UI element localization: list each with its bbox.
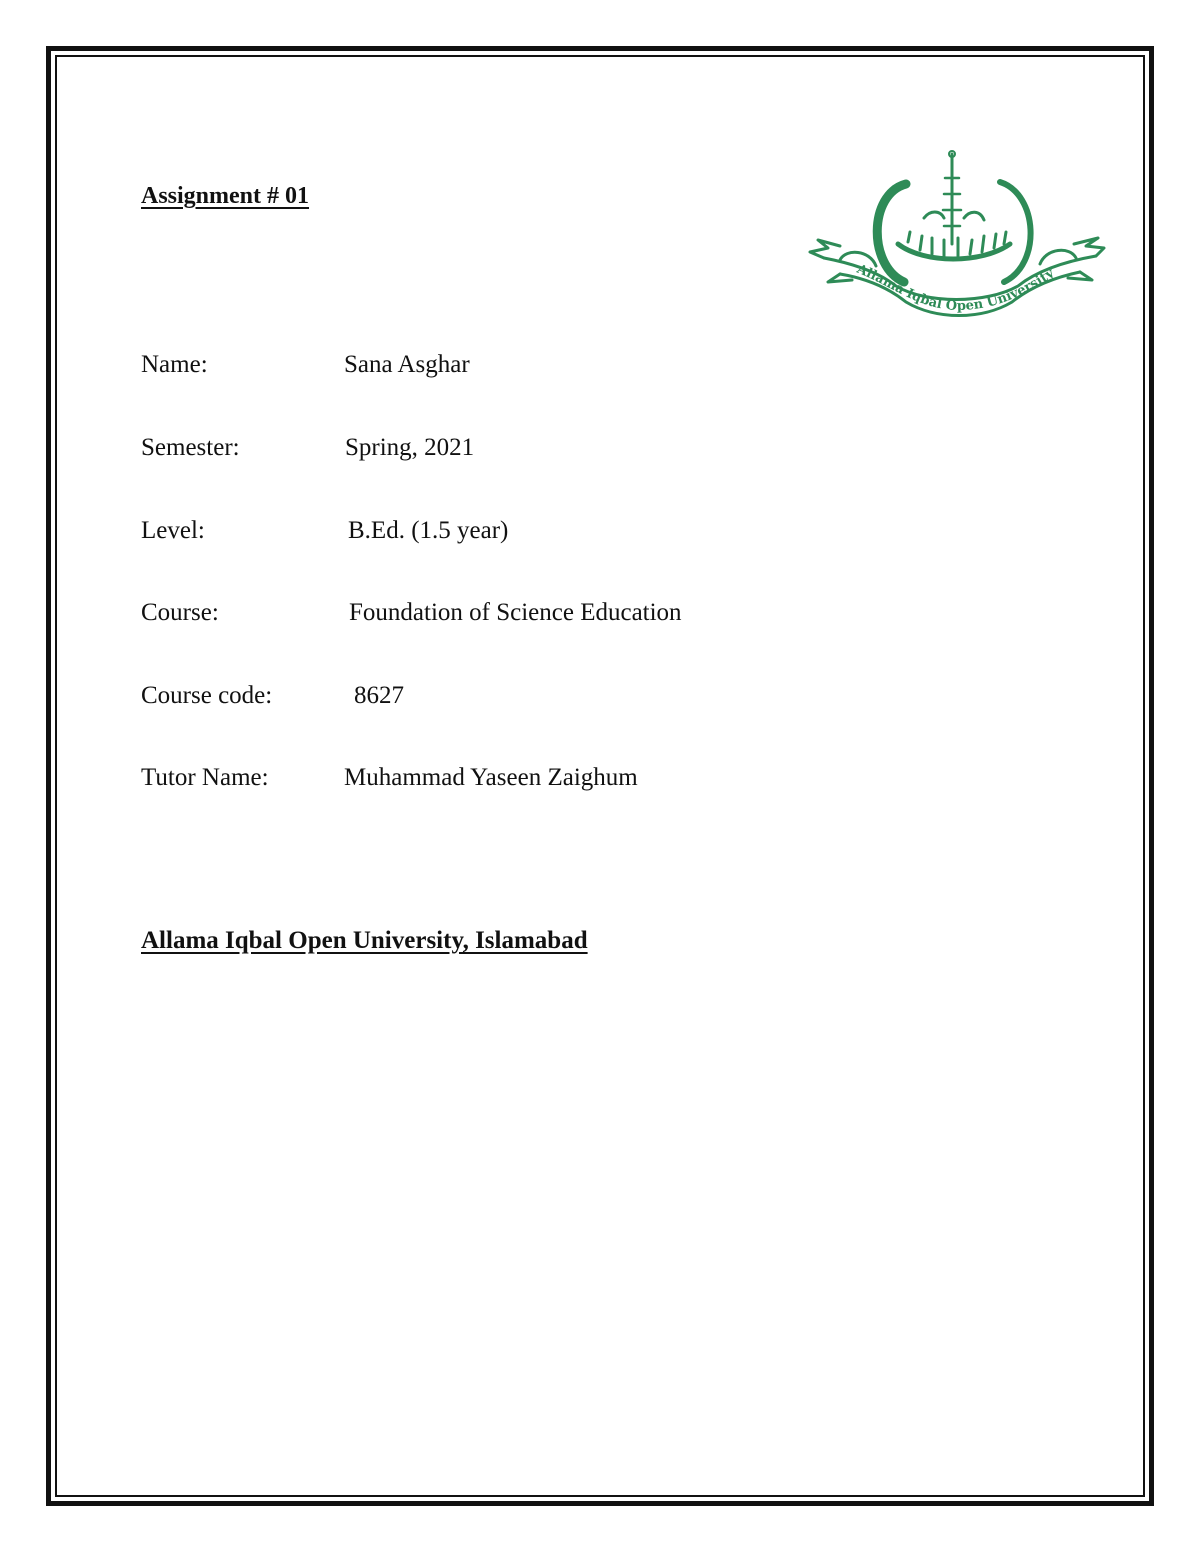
level-value: B.Ed. (1.5 year) [348, 517, 509, 544]
university-logo [806, 148, 1106, 340]
tutor-label: Tutor Name: [141, 764, 269, 791]
tutor-value: Muhammad Yaseen Zaighum [344, 764, 638, 791]
course-label: Course: [141, 599, 219, 626]
semester-label: Semester: [141, 434, 240, 461]
course-code-label: Course code: [141, 682, 273, 709]
level-label: Level: [141, 517, 205, 544]
course-value: Foundation of Science Education [349, 599, 682, 626]
name-label: Name: [141, 351, 208, 378]
logo-ribbon-text: Allama Iqbal Open University [854, 261, 1058, 315]
assignment-title: Assignment # 01 [141, 183, 310, 209]
university-name: Allama Iqbal Open University, Islamabad [141, 927, 588, 954]
semester-value: Spring, 2021 [345, 434, 475, 461]
name-value: Sana Asghar [344, 351, 470, 378]
course-code-value: 8627 [354, 682, 404, 709]
